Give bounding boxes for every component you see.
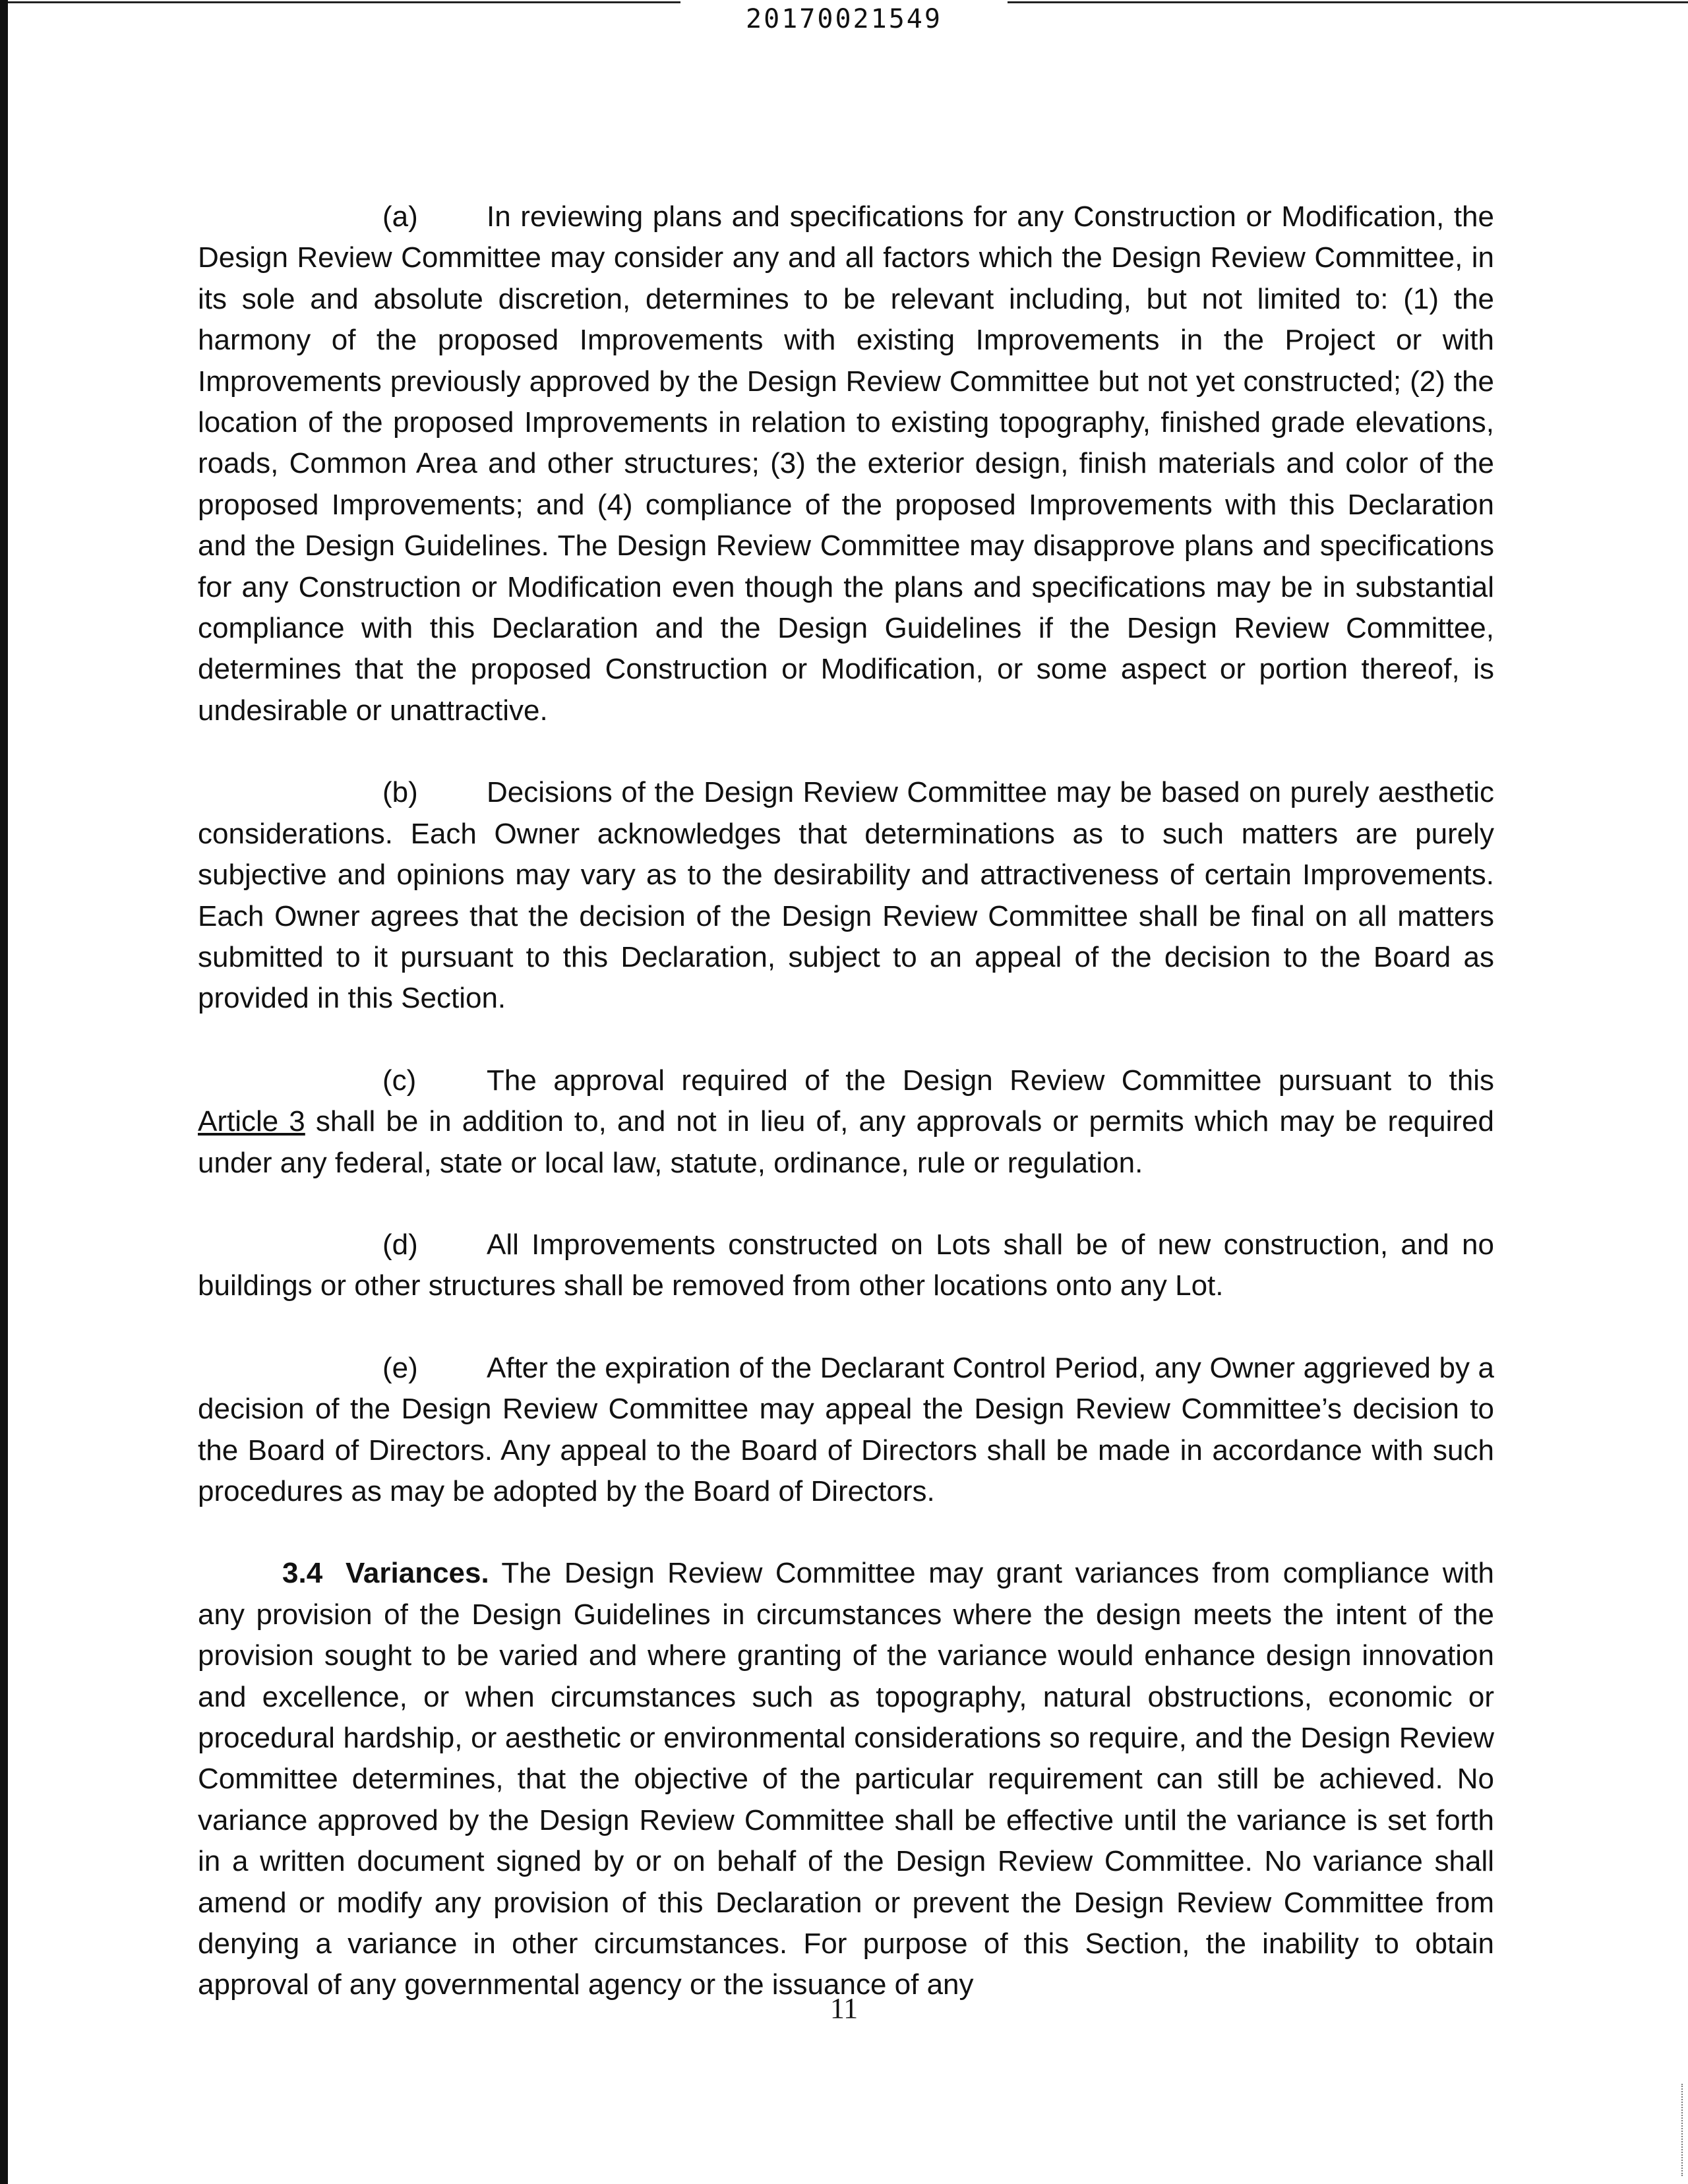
- paragraph-b-text: Decisions of the Design Review Committee may be based on purely aesthetic considerations. Each Owner acknowledges that determinations as to such matters are purely subjective and opinions may vary as to the desirability and attractiveness of certain Improvements. Each Owner agrees that the decision of the Design Review Committee shall be final on all matters submitted to it pursuant to this Declaration, subject to an appeal of the decision to the Board as provided in this Section.: [198, 776, 1494, 1015]
- paragraph-c-text-after: shall be in addition to, and not in lieu of, any approvals or permits which may be required under any federal, state or local law, statute, ordinance, rule or regulation.: [198, 1105, 1494, 1179]
- paragraph-e-marker: (e): [382, 1351, 418, 1384]
- top-rule-left: [8, 1, 680, 3]
- paragraph-c-marker: (c): [382, 1064, 417, 1097]
- scan-left-edge: [0, 0, 8, 2184]
- page-body: [198, 197, 1494, 2047]
- section-3-4-title: Variances.: [346, 1557, 489, 1590]
- paragraph-a-marker: (a): [382, 200, 418, 233]
- paragraph-a-text: In reviewing plans and specifications for any Construction or Modification, the Design Review Committee may consider any and all factors which the Design Review Committee, in its sole and absolute discretion, determines to be relevant including, but not limited to: (1) the harmony of the proposed Improvements with existing Improvements in the Project or with Improvements previously approved by the Design Review Committee but not yet constructed; (2) the location of the proposed Improvements in relation to existing topography, finished grade elevations, roads, Common Area and other structures; (3) the exterior design, finish materials and color of the proposed Improvements; and (4) compliance of the proposed Improvements with this Declaration and the Design Guidelines. The Design Review Committee may disapprove plans and specifications for any Construction or Modification even though the plans and specifications may be in substantial compliance with this Declaration and the Design Guidelines if the Design Review Committee, determines that the proposed Construction or Modification, or some aspect or portion thereof, is undesirable or unattractive.: [198, 200, 1494, 727]
- paragraph-b: [198, 772, 1494, 1019]
- paragraph-e-text: After the expiration of the Declarant Control Period, any Owner aggrieved by a decision of the Design Review Committee may appeal the Design Review Committee’s decision to the Board of Directors. Any appeal to the Board of Directors shall be made in accordance with such procedures as may be adopted by the Board of Directors.: [198, 1351, 1494, 1507]
- article-3-reference: Article 3: [198, 1105, 305, 1138]
- paragraph-c: [198, 1060, 1494, 1184]
- section-3-4-text: The Design Review Committee may grant variances from compliance with any provision of the Design Guidelines in circumstances where the design meets the intent of the provision sought to be varied and where granting of the variance would enhance design innovation and excellence, or when circumstances such as topography, natural obstructions, economic or procedural hardship, or aesthetic or environmental considerations so require, and the Design Review Committee determines, that the objective of the particular requirement can still be achieved. No variance approved by the Design Review Committee shall be effective until the variance is set forth in a written document signed by or on behalf of the Design Review Committee. No variance shall amend or modify any provision of this Declaration or prevent the Design Review Committee from denying a variance in other circumstances. For purpose of this Section, the inability to obtain approval of any governmental agency or the issuance of any: [198, 1557, 1494, 2001]
- paragraph-a: [198, 197, 1494, 731]
- scan-right-edge-marks: [1679, 2084, 1683, 2176]
- document-number: 20170021549: [746, 4, 942, 34]
- section-3-4: [198, 1553, 1494, 2005]
- section-3-4-number: 3.4: [282, 1557, 323, 1590]
- page-number: 11: [829, 1992, 859, 2024]
- paragraph-d-marker: (d): [382, 1228, 418, 1261]
- paragraph-e: [198, 1348, 1494, 1513]
- paragraph-d: [198, 1225, 1494, 1307]
- top-rule-right: [1008, 1, 1688, 3]
- paragraph-d-text: All Improvements constructed on Lots shall be of new construction, and no buildings or other structures shall be removed from other locations onto any Lot.: [198, 1228, 1494, 1302]
- paragraph-b-marker: (b): [382, 776, 418, 809]
- paragraph-c-text-before: The approval required of the Design Review Committee pursuant to this: [487, 1064, 1494, 1097]
